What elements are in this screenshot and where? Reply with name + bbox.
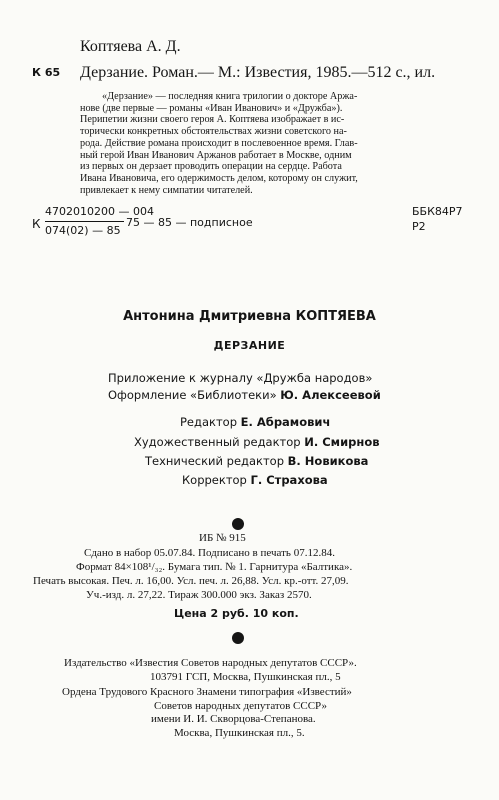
catalog-title-line: Дерзание. Роман.— М.: Известия, 1985.—512 с., ил. [80,64,436,81]
annotation-line: ный герой Иван Иванович Аржанов работает в Москве, одним [80,149,352,161]
bbk-code-2: Р2 [412,220,426,233]
code-denominator: 074(02) — 85 [45,224,121,237]
ib-number: ИБ № 915 [199,532,246,544]
catalog-index: К 65 [32,66,61,79]
proofreader-label: Корректор [182,473,247,487]
printer-line: Ордена Трудового Красного Знамени типография «Известий» [62,686,352,698]
imprint-line: Сдано в набор 05.07.84. Подписано в печать 07.12.84. [84,547,335,559]
fraction-line [45,221,124,222]
code-numerator: 4702010200 — 004 [45,205,154,218]
tech-editor-line [145,454,368,468]
design-label: Оформление «Библиотеки» [108,388,277,402]
bbk-code: ББК84Р7 [412,205,463,218]
code-letter: К [32,217,41,231]
art-editor-line [134,435,380,449]
annotation-line: Ивана Ивановича, его одержимость делом, которому он служит, [80,172,358,184]
annotation-line: из первых он дерзает проводить операции на сердце. Работа [80,161,342,173]
art-editor-name: И. Смирнов [304,435,380,449]
publisher-line: 103791 ГСП, Москва, Пушкинская пл., 5 [150,671,341,683]
bullet-divider [232,632,244,644]
annotation-line: привлекает к нему симпатии читателей. [80,184,253,196]
tech-editor-name: В. Новикова [287,454,369,468]
editor-line [180,415,330,429]
author-full-name: Антонина Дмитриевна КОПТЯЕВА [123,309,376,324]
publisher-line: Издательство «Известия Советов народных депутатов СССР». [64,657,357,669]
annotation-line: «Дерзание» — последняя книга трилогии о докторе Аржа- [102,91,358,102]
proofreader-name: Г. Страхова [250,473,328,487]
design-line [108,388,381,402]
catalog-author: Коптяева А. Д. [80,38,181,55]
imprint-line: Формат 84×108¹/₃₂. Бумага тип. № 1. Гарнитура «Балтика». [76,561,353,573]
editor-label: Редактор [180,415,237,429]
annotation-line: Перипетии жизни своего героя А. Коптяева изображает в ис- [80,114,345,126]
bullet-divider [232,518,244,530]
printer-line: имени И. И. Скворцова-Степанова. [151,713,316,725]
imprint-line: Печать высокая. Печ. л. 16,00. Усл. печ. л. 26,88. Усл. кр.-отт. 27,09. [33,575,349,587]
annotation-line: нове (две первые — романы «Иван Иванович» и «Дружба»). [80,102,343,114]
design-name: Ю. Алексеевой [280,388,381,402]
annotation-line: торически конкретных обстоятельствах жизни советского на- [80,126,347,138]
tech-editor-label: Технический редактор [145,454,284,468]
printer-line: Советов народных депутатов СССР» [154,700,327,712]
annotation-line: рода. Действие романа происходит в послевоенное время. Глав- [80,137,358,149]
annotation [80,91,448,196]
price: Цена 2 руб. 10 коп. [174,607,299,620]
imprint-line: Уч.-изд. л. 27,22. Тираж 300.000 экз. Заказ 2570. [86,589,312,601]
proofreader-line [182,473,328,487]
art-editor-label: Художественный редактор [134,435,301,449]
editor-name: Е. Абрамович [240,415,331,429]
appendix-line: Приложение к журналу «Дружба народов» [108,371,373,385]
printer-line: Москва, Пушкинская пл., 5. [174,727,305,739]
code-tail: 75 — 85 — подписное [126,216,253,229]
book-title: ДЕРЗАНИЕ [213,339,286,352]
